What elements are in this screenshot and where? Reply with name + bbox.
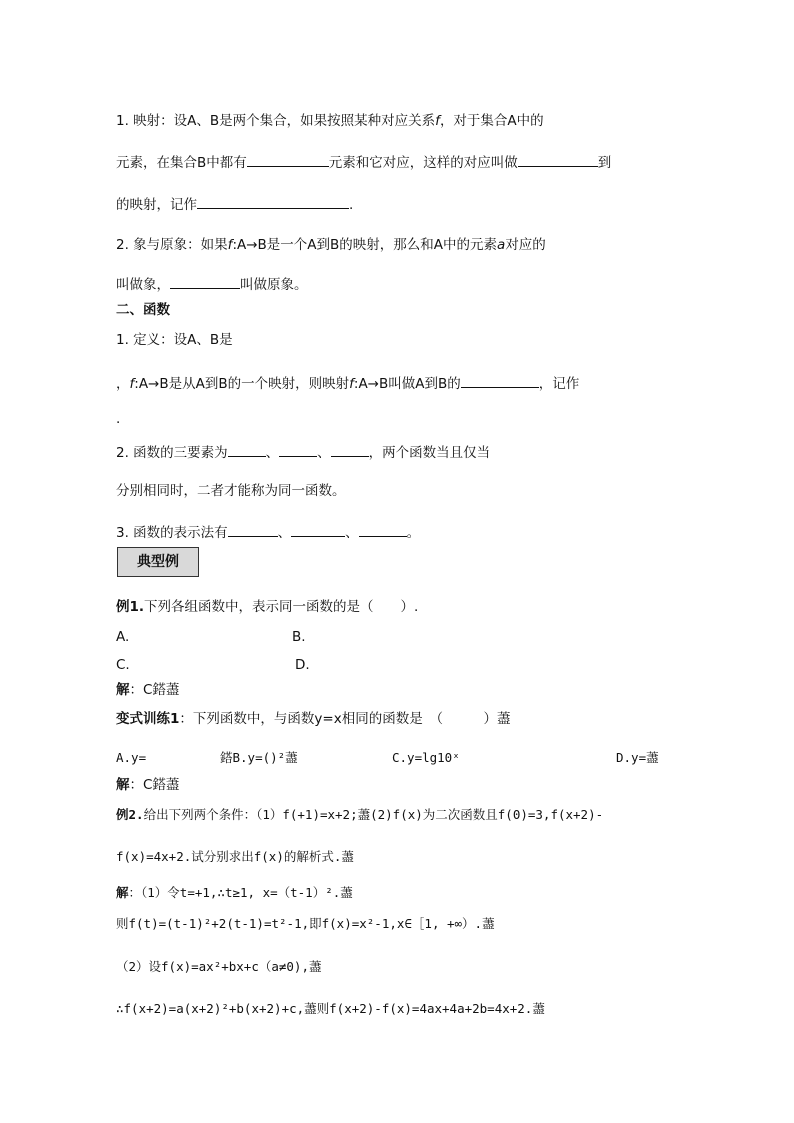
text: ：C鎝藎 <box>129 682 180 698</box>
example2-solution-line2: 则f(t)=(t-1)²+2(t-1)=t²-1,即f(x)=x²-1,x∈［1, +∞）.藎 <box>116 916 495 931</box>
fill-blank[interactable] <box>228 442 266 457</box>
text: 元素和它对应，这样的对应叫做 <box>328 155 518 171</box>
text: 、 <box>317 445 331 461</box>
example2-solution-line3: （2）设f(x)=ax²+bx+c（a≠0),藎 <box>116 959 322 974</box>
fill-blank[interactable] <box>197 194 349 209</box>
solution-label: 解 <box>116 777 130 793</box>
function-definition-line2 <box>116 373 579 393</box>
variant-option-b: 鎝B.y=()²藎 <box>220 750 298 765</box>
example2-question-line1 <box>116 806 603 824</box>
text: ，两个函数当且仅当 <box>368 445 491 461</box>
example-label: 例2. <box>116 807 144 822</box>
var-a: a <box>497 237 506 253</box>
text: 的映射，记作 <box>116 197 197 213</box>
example1-solution <box>116 681 179 699</box>
fill-blank[interactable] <box>518 152 598 167</box>
solution-label: 解 <box>116 682 130 698</box>
fill-blank[interactable] <box>228 522 278 537</box>
option-d: D. <box>295 657 310 673</box>
text: 到 <box>597 155 612 171</box>
text: 、 <box>277 525 292 541</box>
text: ：下列函数中，与函数y=x相同的函数是 （ ）藎 <box>179 711 511 727</box>
option-a: A. <box>116 629 130 645</box>
text: 2. 函数的三要素为 <box>116 445 228 461</box>
text: ，记作 <box>538 376 580 392</box>
mapping-definition-line2 <box>116 152 611 172</box>
option-b: B. <box>292 629 306 645</box>
variant-option-c: C.y=lg10ˣ <box>392 750 460 765</box>
text: 1. 定义：设A、B是 <box>116 332 233 348</box>
text: 给出下列两个条件：（1）f(+1)=x+2;藎(2)f(x)为二次函数且f(0)=3,f(x+2)- <box>143 807 604 822</box>
solution-label: 解 <box>116 885 129 900</box>
three-elements-line1 <box>116 442 490 462</box>
mapping-definition-line3 <box>116 194 353 214</box>
example1-question <box>116 598 418 616</box>
section-heading-function: 二、函数 <box>116 302 170 318</box>
var-f: f <box>129 376 135 392</box>
variant-option-d: D.y=藎 <box>616 750 659 765</box>
fill-blank[interactable] <box>291 522 345 537</box>
fill-blank[interactable] <box>170 274 240 289</box>
variant1-solution <box>116 776 179 794</box>
fill-blank[interactable] <box>331 442 369 457</box>
var-f: f <box>435 113 440 129</box>
example-label: 例1. <box>116 599 145 615</box>
fill-blank[interactable] <box>247 152 329 167</box>
text: 元素，在集合B中都有 <box>116 155 247 171</box>
text: ， <box>116 376 130 392</box>
text: :A→B是一个A到B的映射，那么和A中的元素 <box>232 237 498 253</box>
text: 、 <box>345 525 359 541</box>
text: 、 <box>265 445 280 461</box>
text: 。 <box>406 525 421 541</box>
variant-label: 变式训练1 <box>116 711 180 727</box>
image-preimage-line1 <box>116 236 546 254</box>
function-definition-line1 <box>116 331 233 349</box>
text: 1. 映射：设A、B是两个集合，如果按照某种对应关系 <box>116 113 436 129</box>
fill-blank[interactable] <box>461 373 539 388</box>
image-preimage-line2 <box>116 274 308 294</box>
example2-solution-line1 <box>116 884 353 902</box>
example2-question-line2: f(x)=4x+2.试分别求出f(x)的解析式.藎 <box>116 849 354 864</box>
representation-line <box>116 522 420 542</box>
text: 对应的 <box>505 237 546 253</box>
text: ，对于集合A中的 <box>439 113 544 129</box>
var-f: f <box>349 376 354 392</box>
fill-blank[interactable] <box>279 442 317 457</box>
example2-solution-line4: ∴f(x+2)=a(x+2)²+b(x+2)+c,藎则f(x+2)-f(x)=4ax+4a+2b=4x+2.藎 <box>116 1001 545 1016</box>
text: :A→B是从A到B的一个映射，则映射 <box>134 376 350 392</box>
function-definition-line3: . <box>116 411 121 427</box>
mapping-definition-line1 <box>116 112 544 130</box>
text: 叫做原象。 <box>240 277 308 293</box>
text: 2. 象与原象：如果 <box>116 237 228 253</box>
text: :A→B叫做A到B的 <box>353 376 461 392</box>
fill-blank[interactable] <box>359 522 407 537</box>
text: 下列各组函数中，表示同一函数的是（ ）. <box>144 599 419 615</box>
text: ：C鎝藎 <box>129 777 180 793</box>
three-elements-line2: 分别相同时，二者才能称为同一函数。 <box>116 483 346 499</box>
typical-example-box: 典型例 <box>117 547 199 577</box>
variant1-question <box>116 710 510 728</box>
text: 3. 函数的表示法有 <box>116 525 228 541</box>
text: . <box>349 197 354 213</box>
text: ：（1）令t=+1,∴t≥1, x=（t-1）².藎 <box>128 885 353 900</box>
variant-option-a: A.y= <box>116 750 147 765</box>
option-c: C. <box>116 657 130 673</box>
var-f: f <box>227 237 233 253</box>
text: 叫做象， <box>116 277 170 293</box>
